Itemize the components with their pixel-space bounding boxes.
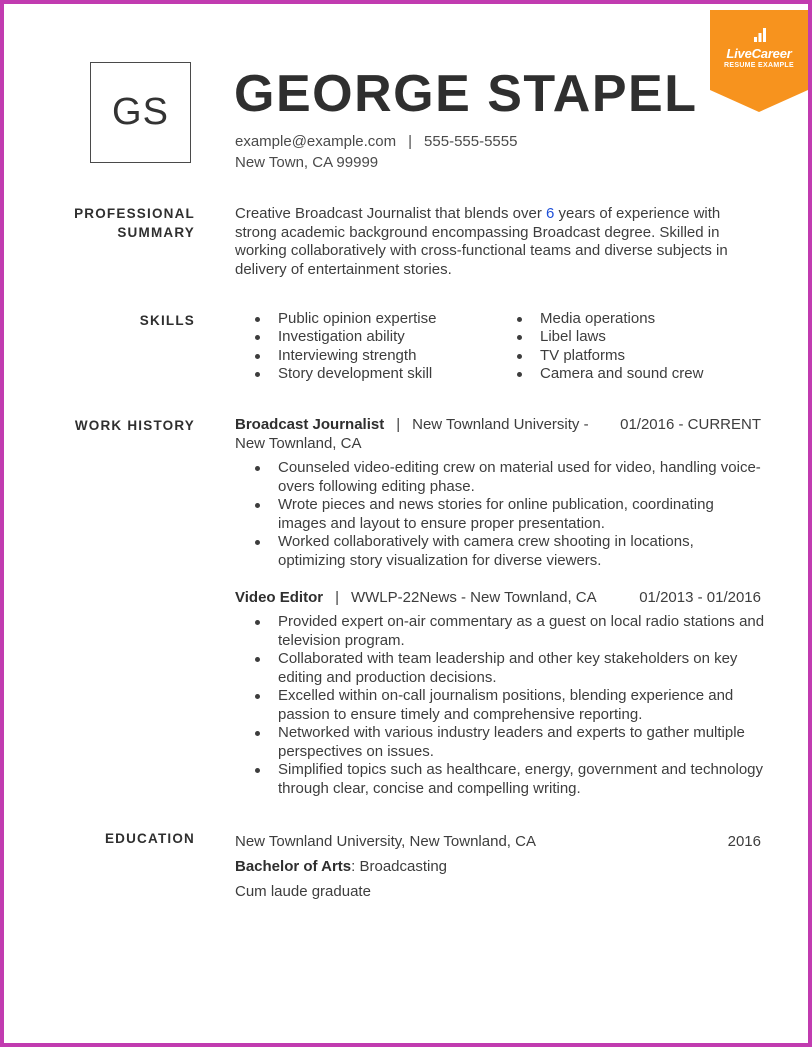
summary-text [235,205,761,279]
job-bullet: Worked collaboratively with camera crew shooting in locations, optimizing story visualization for diverse viewers. [235,533,765,570]
job-dates: 01/2016 - CURRENT [620,416,761,433]
contact-phone[interactable]: 555-555-5555 [424,133,518,150]
monogram: GS [90,62,191,163]
education-honors: Cum laude graduate [235,883,371,900]
skills-list-right [497,310,703,383]
skill-item: Libel laws [497,328,703,346]
job-bullet: Simplified topics such as healthcare, energy, government and technology through clear, concise and compelling writing. [235,761,765,798]
summary-text-end: years of experience with strong academic background encompassing Broadcast degree. Skilled in working collaboratively with cross-functional teams and diverse subjects in delivery of entertainment stories. [235,205,728,278]
education-degree [235,854,765,879]
summary-heading-line2: SUMMARY [117,225,195,240]
job-bullet: Excelled within on-call journalism positions, blending experience and passion to ensure timely and comprehensive reporting. [235,687,765,724]
job-bullets [235,459,765,570]
job-bullet: Provided expert on-air commentary as a guest on local radio stations and television program. [235,613,765,650]
work-history-heading: WORK HISTORY [74,418,195,433]
job-separator: | [335,589,339,606]
job-header [235,589,765,608]
education-entry [235,829,765,904]
education-year: 2016 [727,833,761,850]
contact-block [235,131,517,173]
badge-subtitle: RESUME EXAMPLE [724,62,794,69]
job-company: New Townland University - [412,416,589,433]
badge-shape [710,10,808,112]
skills-list-left [235,310,436,383]
summary-years: 6 [546,205,555,222]
degree-field: : Broadcasting [351,858,448,875]
job-entry [235,416,765,570]
applicant-name: GEORGE STAPEL [234,65,698,123]
skill-item: Investigation ability [235,328,436,346]
skill-item: Public opinion expertise [235,310,436,328]
job-company: WWLP-22News - New Townland, CA [350,589,597,606]
job-header [235,416,765,435]
education-header [235,829,765,854]
bar-chart-icon [754,28,766,42]
skills-heading: SKILLS [139,313,195,328]
job-location: New Townland, CA [235,435,362,452]
resume-page [4,4,808,1043]
summary-heading-line1: PROFESSIONAL [74,206,195,221]
skill-item: Story development skill [235,365,436,383]
skill-item: Interviewing strength [235,347,436,365]
job-bullet: Counseled video-editing crew on material used for video, handling voice-overs following editing phase. [235,459,765,496]
job-separator: | [396,416,401,433]
summary-text-start: Creative Broadcast Journalist that blends over [235,205,546,222]
degree-label: Bachelor of Arts [235,858,352,875]
job-bullet: Collaborated with team leadership and other key stakeholders on key editing and production decisions. [235,650,765,687]
job-bullets [235,613,765,798]
livecareer-badge[interactable] [710,10,808,112]
skill-item: Camera and sound crew [497,365,703,383]
job-dates: 01/2013 - 01/2016 [639,589,761,606]
education-heading: EDUCATION [104,831,195,846]
job-bullet: Wrote pieces and news stories for online publication, coordinating images and layout to ensure proper presentation. [235,496,765,533]
badge-brand: LiveCareer [726,46,792,61]
contact-email[interactable]: example@example.com [235,133,397,150]
summary-heading [74,204,195,242]
job-title: Video Editor [235,589,324,606]
job-entry [235,589,765,798]
job-bullet: Networked with various industry leaders and experts to gather multiple perspectives on issues. [235,724,765,761]
contact-address: New Town, CA 99999 [235,154,379,171]
contact-separator: | [408,133,413,150]
skill-item: TV platforms [497,347,703,365]
job-title: Broadcast Journalist [235,416,385,433]
skill-item: Media operations [497,310,703,328]
education-school: New Townland University, New Townland, CA [235,833,536,850]
